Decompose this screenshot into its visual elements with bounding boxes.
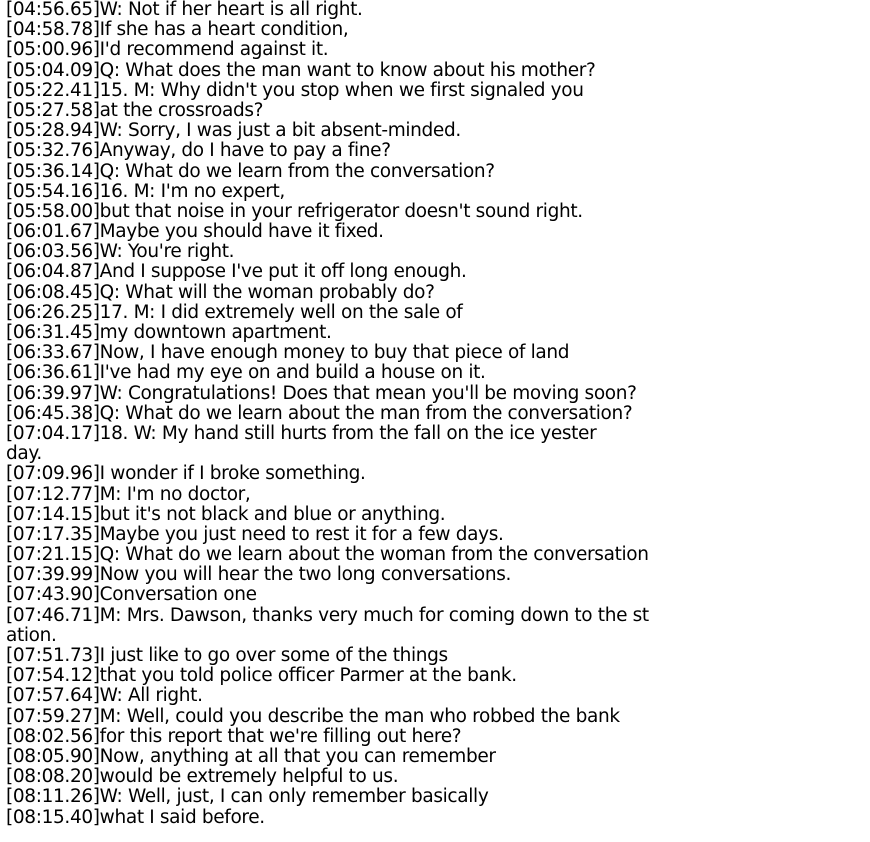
transcript-line: [07:39.99]Now you will hear the two long conversations. <box>6 564 512 586</box>
transcript-line: [05:28.94]W: Sorry, I was just a bit absent-minded. <box>6 120 461 142</box>
transcript-line: [07:09.96]I wonder if I broke something. <box>6 463 366 485</box>
transcript-line: [08:15.40]what I said before. <box>6 806 265 828</box>
transcript-line: [05:22.41]15. M: Why didn't you stop when we first signaled you <box>6 79 584 101</box>
transcript-line: [04:58.78]If she has a heart condition, <box>6 19 349 41</box>
transcript-line: [05:00.96]I'd recommend against it. <box>6 39 329 61</box>
transcript-line: [04:56.65]W: Not if her heart is all right. <box>6 0 363 20</box>
transcript-line: [07:04.17]18. W: My hand still hurts from the fall on the ice yester <box>6 422 597 444</box>
transcript-line: [08:05.90]Now, anything at all that you can remember <box>6 745 496 767</box>
transcript-line: [05:27.58]at the crossroads? <box>6 99 264 121</box>
transcript-line: [06:45.38]Q: What do we learn about the man from the conversation? <box>6 402 633 424</box>
transcript-line: [07:43.90]Conversation one <box>6 584 257 606</box>
transcript-line: [07:57.64]W: All right. <box>6 685 203 707</box>
transcript-line: ation. <box>6 624 57 646</box>
transcript-line: [07:46.71]M: Mrs. Dawson, thanks very much for coming down to the st <box>6 604 649 626</box>
transcript-line: [07:51.73]I just like to go over some of the things <box>6 645 448 666</box>
transcript-line: [06:04.87]And I suppose I've put it off long enough. <box>6 261 467 283</box>
transcript-line: [07:59.27]M: Well, could you describe the man who robbed the bank <box>6 705 620 727</box>
transcript-line: [08:11.26]W: Well, just, I can only remember basically <box>6 786 489 808</box>
transcript-line: [06:36.61]I've had my eye on and build a house on it. <box>6 362 486 384</box>
transcript-line: [05:54.16]16. M: I'm no expert, <box>6 180 285 202</box>
transcript-line: [06:08.45]Q: What will the woman probably do? <box>6 281 435 303</box>
transcript-line: [07:17.35]Maybe you just need to rest it for a few days. <box>6 523 504 545</box>
transcript-line: [06:33.67]Now, I have enough money to buy that piece of land <box>6 342 570 364</box>
transcript-line: [06:01.67]Maybe you should have it fixed. <box>6 221 384 243</box>
transcript-line: day. <box>6 443 42 465</box>
transcript-document <box>6 0 868 828</box>
transcript-line: [07:12.77]M: I'm no doctor, <box>6 483 251 505</box>
transcript-line: [05:36.14]Q: What do we learn from the conversation? <box>6 160 495 182</box>
transcript-line: [06:31.45]my downtown apartment. <box>6 322 332 343</box>
transcript-line: [05:32.76]Anyway, do I have to pay a fine? <box>6 140 391 162</box>
transcript-line: [08:02.56]for this report that we're filling out here? <box>6 725 462 747</box>
transcript-line: [08:08.20]would be extremely helpful to us. <box>6 766 399 788</box>
transcript-line: [06:03.56]W: You're right. <box>6 241 235 263</box>
transcript-line: [05:58.00]but that noise in your refrigerator doesn't sound right. <box>6 200 583 222</box>
transcript-line: [07:21.15]Q: What do we learn about the woman from the conversation <box>6 544 649 566</box>
transcript-line: [06:26.25]17. M: I did extremely well on the sale of <box>6 301 463 323</box>
transcript-line: [07:54.12]that you told police officer Parmer at the bank. <box>6 665 517 687</box>
transcript-line: [06:39.97]W: Congratulations! Does that mean you'll be moving soon? <box>6 382 637 404</box>
transcript-line: [05:04.09]Q: What does the man want to know about his mother? <box>6 59 596 81</box>
transcript-line: [07:14.15]but it's not black and blue or anything. <box>6 503 446 525</box>
